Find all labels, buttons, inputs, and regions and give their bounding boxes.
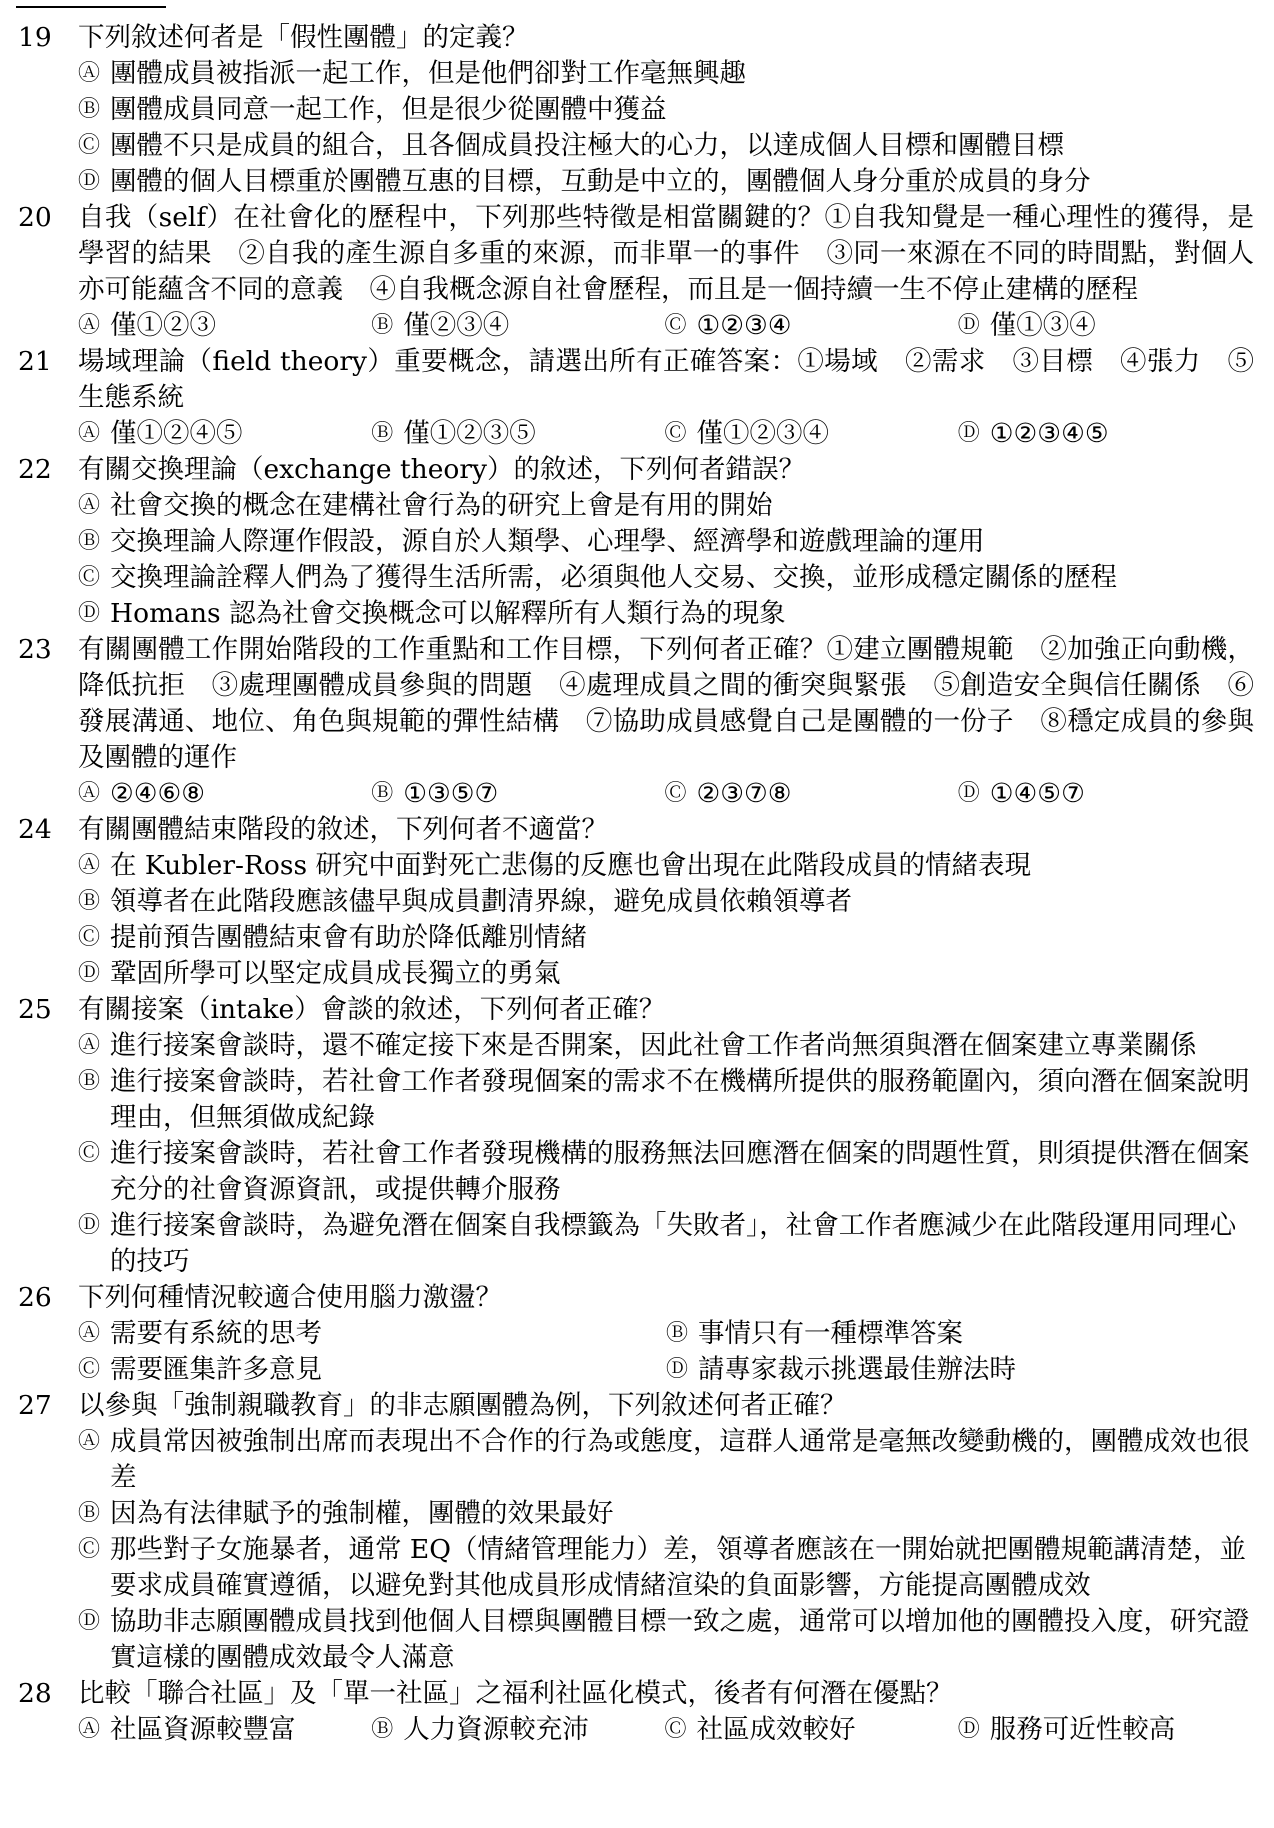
option-label: Ⓓ — [957, 313, 980, 338]
option-text: ①②③④ — [696, 310, 792, 341]
question-number: 23 — [18, 634, 52, 665]
question-number: 19 — [18, 22, 52, 53]
question-number: 22 — [18, 454, 52, 485]
option-label: Ⓑ — [371, 313, 394, 338]
option-label: Ⓑ — [78, 97, 101, 122]
option-label: Ⓑ — [78, 529, 101, 554]
question-number: 24 — [18, 814, 52, 845]
option-text: 服務可近性較高 — [989, 1714, 1176, 1745]
question-stem: 下列敘述何者是「假性團體」的定義？ — [78, 22, 529, 53]
option-label: Ⓓ — [957, 421, 980, 446]
question-number: 20 — [18, 202, 52, 233]
question-24 — [0, 812, 1274, 992]
option-b[interactable] — [371, 1712, 664, 1748]
question-stem: 有關團體結束階段的敘述，下列何者不適當？ — [78, 814, 608, 845]
option-text: 團體成員被指派一起工作，但是他們卻對工作毫無興趣 — [110, 58, 746, 89]
option-text: 提前預告團體結束會有助於降低離別情緒 — [110, 922, 587, 953]
option-text: 僅①②④⑤ — [110, 418, 243, 449]
option-label: Ⓒ — [664, 313, 687, 338]
option-label: Ⓐ — [78, 421, 101, 446]
option-label: Ⓒ — [664, 781, 687, 806]
option-label: Ⓐ — [78, 1033, 101, 1058]
option-c[interactable] — [78, 920, 1254, 956]
option-c[interactable] — [665, 416, 958, 452]
question-25 — [0, 992, 1274, 1280]
option-a[interactable] — [78, 1316, 666, 1352]
option-text: 需要匯集許多意見 — [110, 1354, 322, 1385]
option-label: Ⓓ — [78, 1213, 101, 1238]
option-text: ①②③④⑤ — [989, 418, 1109, 449]
option-label: Ⓓ — [957, 1717, 980, 1742]
option-label: Ⓒ — [78, 133, 101, 158]
option-text: 人力資源較充沛 — [403, 1714, 589, 1745]
option-text: 事情只有一種標準答案 — [698, 1318, 963, 1349]
option-label: Ⓒ — [78, 1141, 101, 1166]
option-label: Ⓓ — [957, 781, 980, 806]
options-row — [78, 1352, 1254, 1388]
question-stem: 以參與「強制親職教育」的非志願團體為例，下列敘述何者正確？ — [78, 1390, 847, 1421]
option-label: Ⓒ — [664, 421, 687, 446]
option-b[interactable] — [371, 416, 664, 452]
question-19 — [0, 20, 1274, 200]
option-a[interactable] — [78, 56, 1254, 92]
option-label: Ⓓ — [78, 1609, 101, 1634]
question-23 — [0, 632, 1274, 812]
option-label: Ⓑ — [78, 1501, 101, 1526]
option-b[interactable] — [371, 308, 664, 344]
option-a[interactable] — [78, 848, 1254, 884]
options-row — [78, 416, 1254, 452]
options-row — [78, 1316, 1254, 1352]
option-c[interactable] — [78, 128, 1254, 164]
option-label: Ⓑ — [371, 1717, 394, 1742]
option-b[interactable] — [371, 776, 664, 812]
option-c[interactable] — [78, 1532, 1254, 1604]
option-label: Ⓐ — [78, 493, 101, 518]
option-label: Ⓐ — [78, 1321, 101, 1346]
option-text: 社會交換的概念在建構社會行為的研究上會是有用的開始 — [110, 490, 773, 521]
option-text: 僅①③④ — [989, 310, 1096, 341]
option-c[interactable] — [665, 308, 958, 344]
option-b[interactable] — [78, 524, 1254, 560]
option-label: Ⓑ — [371, 781, 394, 806]
option-a[interactable] — [78, 1028, 1254, 1064]
question-27 — [0, 1388, 1274, 1676]
option-text: ①③⑤⑦ — [403, 778, 499, 809]
question-stem: 場域理論（field theory）重要概念，請選出所有正確答案：①場域 ②需求 ③目標 ④張力 ⑤生態系統 — [78, 346, 1254, 413]
option-b[interactable] — [78, 1496, 1254, 1532]
option-text: 進行接案會談時，為避免潛在個案自我標籤為「失敗者」，社會工作者應減少在此階段運用同理心的技巧 — [110, 1210, 1237, 1277]
option-a[interactable] — [78, 416, 371, 452]
options-row — [78, 1712, 1254, 1748]
option-text: 進行接案會談時，還不確定接下來是否開案，因此社會工作者尚無須與潛在個案建立專業關係 — [110, 1030, 1197, 1061]
option-text: 進行接案會談時，若社會工作者發現機構的服務無法回應潛在個案的問題性質，則須提供潛在個案充分的社會資源資訊，或提供轉介服務 — [110, 1138, 1250, 1205]
option-label: Ⓒ — [78, 925, 101, 950]
option-d[interactable] — [78, 596, 1254, 632]
question-22 — [0, 452, 1274, 632]
option-label: Ⓐ — [78, 781, 101, 806]
option-c[interactable] — [665, 1712, 958, 1748]
option-label: Ⓒ — [78, 565, 101, 590]
option-label: Ⓓ — [666, 1357, 689, 1382]
option-text: ②④⑥⑧ — [110, 778, 206, 809]
option-label: Ⓐ — [78, 313, 101, 338]
option-text: 團體不只是成員的組合，且各個成員投注極大的心力，以達成個人目標和團體目標 — [110, 130, 1064, 161]
option-text: 交換理論人際運作假設，源自於人類學、心理學、經濟學和遊戲理論的運用 — [110, 526, 985, 557]
option-d[interactable] — [958, 416, 1254, 452]
option-a[interactable] — [78, 1424, 1254, 1496]
question-stem: 有關團體工作開始階段的工作重點和工作目標，下列何者正確？①建立團體規範 ②加強正向動機，降低抗拒 ③處理團體成員參與的問題 ④處理成員之間的衝突與緊張 ⑤創造安全與信任關係 ⑥發展溝通、地位、角色與規範的彈性結構 ⑦協助成員感覺自己是團體的一份子 ⑧穩定成員的參與及團體的運作 — [78, 634, 1254, 773]
option-label: Ⓓ — [78, 169, 101, 194]
option-text: 協助非志願團體成員找到他個人目標與團體目標一致之處，通常可以增加他的團體投入度，研究證實這樣的團體成效最令人滿意 — [110, 1606, 1250, 1673]
options-row — [78, 308, 1254, 344]
option-a[interactable] — [78, 308, 371, 344]
option-text: 僅①②③④ — [696, 418, 830, 449]
option-label: Ⓑ — [371, 421, 394, 446]
option-a[interactable] — [78, 1712, 371, 1748]
option-text: 那些對子女施暴者，通常 EQ（情緒管理能力）差，領導者應該在一開始就把團體規範講清楚，並要求成員確實遵循，以避免對其他成員形成情緒渲染的負面影響，方能提高團體成效 — [110, 1534, 1246, 1601]
option-text: 僅①②③⑤ — [403, 418, 536, 449]
option-d[interactable] — [958, 1712, 1254, 1748]
question-number: 21 — [18, 346, 52, 377]
option-label: Ⓐ — [78, 1717, 101, 1742]
option-c[interactable] — [78, 1136, 1254, 1208]
option-text: ②③⑦⑧ — [696, 778, 792, 809]
option-c[interactable] — [78, 560, 1254, 596]
option-text: 團體成員同意一起工作，但是很少從團體中獲益 — [110, 94, 667, 125]
option-text: 僅②③④ — [403, 310, 510, 341]
option-label: Ⓑ — [78, 1069, 101, 1094]
option-d[interactable] — [666, 1352, 1254, 1388]
option-text: 團體的個人目標重於團體互惠的目標，互動是中立的，團體個人身分重於成員的身分 — [110, 166, 1091, 197]
option-b[interactable] — [78, 92, 1254, 128]
question-26 — [0, 1280, 1274, 1388]
options-row — [78, 776, 1254, 812]
option-d[interactable] — [78, 1208, 1254, 1280]
option-text: Homans 認為社會交換概念可以解釋所有人類行為的現象 — [110, 598, 786, 629]
option-b[interactable] — [78, 884, 1254, 920]
question-number: 26 — [18, 1282, 52, 1313]
option-b[interactable] — [666, 1316, 1254, 1352]
question-stem: 自我（self）在社會化的歷程中，下列那些特徵是相當關鍵的？①自我知覺是一種心理性的獲得，是學習的結果 ②自我的產生源自多重的來源，而非單一的事件 ③同一來源在不同的時間點，對個人亦可能蘊含不同的意義 ④自我概念源自社會歷程，而且是一個持續一生不停止建構的歷程 — [78, 202, 1254, 305]
option-d[interactable] — [958, 308, 1254, 344]
question-number: 28 — [18, 1678, 52, 1709]
option-text: ①④⑤⑦ — [989, 778, 1085, 809]
option-d[interactable] — [78, 956, 1254, 992]
option-d[interactable] — [78, 1604, 1254, 1676]
option-text: 領導者在此階段應該儘早與成員劃清界線，避免成員依賴領導者 — [110, 886, 852, 917]
question-stem: 比較「聯合社區」及「單一社區」之福利社區化模式，後者有何潛在優點？ — [78, 1678, 953, 1709]
option-label: Ⓐ — [78, 61, 101, 86]
option-a[interactable] — [78, 488, 1254, 524]
option-text: 社區成效較好 — [696, 1714, 856, 1745]
option-label: Ⓓ — [78, 961, 101, 986]
option-a[interactable] — [78, 776, 371, 812]
option-d[interactable] — [958, 776, 1254, 812]
option-c[interactable] — [78, 1352, 666, 1388]
header-rule — [16, 6, 166, 8]
option-text: 社區資源較豐富 — [110, 1714, 296, 1745]
option-text: 進行接案會談時，若社會工作者發現個案的需求不在機構所提供的服務範圍內，須向潛在個案說明理由，但無須做成紀錄 — [110, 1066, 1250, 1133]
option-c[interactable] — [665, 776, 958, 812]
question-number: 27 — [18, 1390, 52, 1421]
option-d[interactable] — [78, 164, 1254, 200]
question-20 — [0, 200, 1274, 344]
option-text: 因為有法律賦予的強制權，團體的效果最好 — [110, 1498, 614, 1529]
question-21 — [0, 344, 1274, 452]
exam-page — [0, 20, 1274, 1748]
option-text: 交換理論詮釋人們為了獲得生活所需，必須與他人交易、交換，並形成穩定關係的歷程 — [110, 562, 1117, 593]
option-label: Ⓐ — [78, 853, 101, 878]
option-text: 成員常因被強制出席而表現出不合作的行為或態度，這群人通常是毫無改變動機的，團體成效也很差 — [110, 1426, 1250, 1493]
question-stem: 有關交換理論（exchange theory）的敘述，下列何者錯誤？ — [78, 454, 805, 485]
option-text: 鞏固所學可以堅定成員成長獨立的勇氣 — [110, 958, 561, 989]
option-text: 需要有系統的思考 — [110, 1318, 322, 1349]
option-text: 請專家裁示挑選最佳辦法時 — [698, 1354, 1016, 1385]
option-label: Ⓑ — [78, 889, 101, 914]
question-stem: 下列何種情況較適合使用腦力激盪？ — [78, 1282, 502, 1313]
option-text: 在 Kubler-Ross 研究中面對死亡悲傷的反應也會出現在此階段成員的情緒表現 — [110, 850, 1031, 881]
option-label: Ⓒ — [78, 1357, 101, 1382]
option-label: Ⓓ — [78, 601, 101, 626]
option-b[interactable] — [78, 1064, 1254, 1136]
question-28 — [0, 1676, 1274, 1748]
option-text: 僅①②③ — [110, 310, 216, 341]
question-number: 25 — [18, 994, 52, 1025]
option-label: Ⓑ — [666, 1321, 689, 1346]
option-label: Ⓐ — [78, 1429, 101, 1454]
question-stem: 有關接案（intake）會談的敘述，下列何者正確？ — [78, 994, 666, 1025]
option-label: Ⓒ — [78, 1537, 101, 1562]
option-label: Ⓒ — [664, 1717, 687, 1742]
